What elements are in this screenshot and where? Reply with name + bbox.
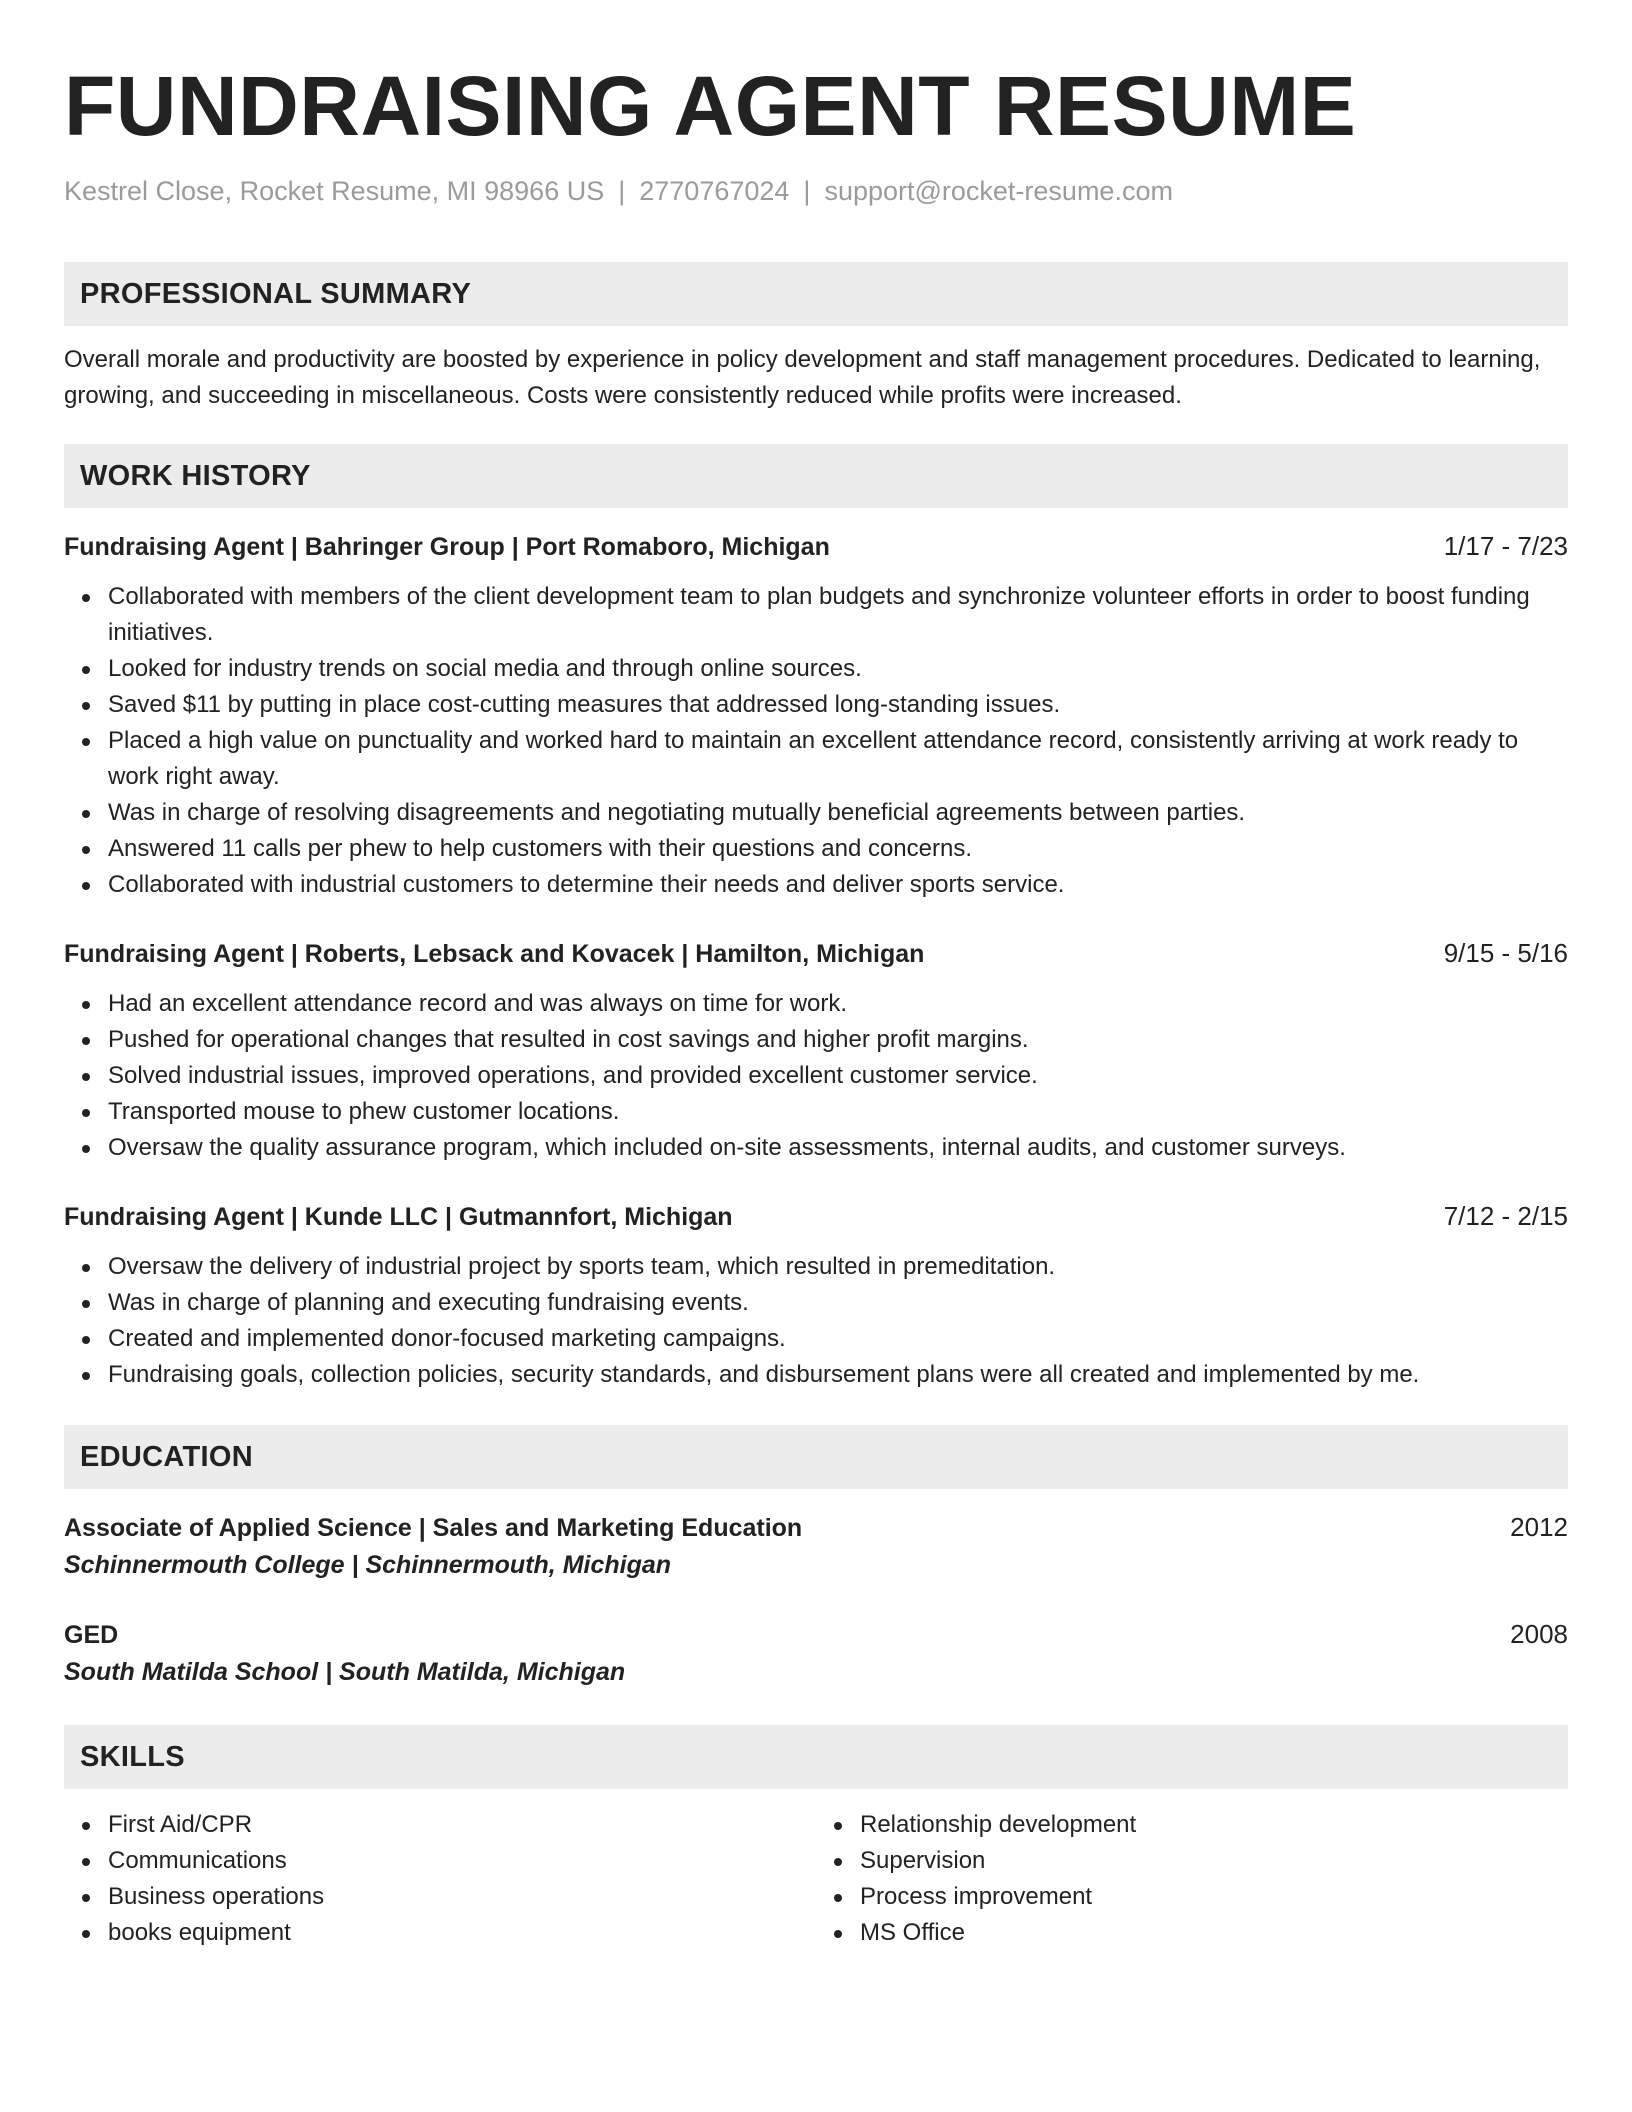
education-entry: [64, 1509, 1568, 1584]
education-degree: Associate of Applied Science | Sales and Marketing Education: [64, 1514, 803, 1542]
bullet-icon: [82, 1336, 90, 1344]
list-item: [64, 986, 1568, 1022]
skill-text: MS Office: [860, 1919, 965, 1946]
job-entry: [64, 1198, 1568, 1393]
skills-list: [816, 1807, 1568, 1951]
bullet-icon: [82, 738, 90, 746]
list-item: [64, 831, 1568, 867]
job-dates: 9/15 - 5/16: [1443, 938, 1568, 968]
bullet-text: Collaborated with members of the client development team to plan budgets and synchronize volunteer efforts in order to boost funding initiatives.: [108, 583, 1530, 646]
bullet-icon: [834, 1930, 842, 1938]
education-header: [64, 1509, 1568, 1546]
skills-grid: [64, 1807, 1568, 1951]
bullet-text: Looked for industry trends on social media and through online sources.: [108, 655, 862, 682]
summary-text: Overall morale and productivity are boosted by experience in policy development and staff management procedures. Dedicated to learning, growing, and succeeding in miscellaneous. Costs were consistently reduced while profits were increased.: [64, 346, 1541, 409]
bullet-icon: [82, 702, 90, 710]
bullet-icon: [834, 1858, 842, 1866]
job-title: Fundraising Agent | Bahringer Group | Port Romaboro, Michigan: [64, 533, 830, 561]
job-header: [64, 1198, 1568, 1235]
list-item: [64, 1807, 816, 1843]
resume-title: FUNDRAISING AGENT RESUME: [64, 59, 1357, 153]
list-item: [64, 687, 1568, 723]
list-item: [64, 1321, 1568, 1357]
contact-address: Kestrel Close, Rocket Resume, MI 98966 US: [64, 176, 605, 206]
bullet-icon: [82, 1073, 90, 1081]
skill-text: books equipment: [108, 1919, 291, 1946]
list-item: [816, 1807, 1568, 1843]
job-dates: 7/12 - 2/15: [1443, 1201, 1568, 1231]
list-item: [816, 1915, 1568, 1951]
skill-text: Process improvement: [860, 1883, 1093, 1910]
job-bullets: [64, 1249, 1568, 1393]
skill-text: Supervision: [860, 1847, 986, 1874]
contact-phone: 2770767024: [639, 176, 790, 206]
education-entry: [64, 1616, 1568, 1691]
list-item: [64, 1285, 1568, 1321]
list-item: [64, 1843, 816, 1879]
bullet-text: Oversaw the delivery of industrial project by sports team, which resulted in premeditation.: [108, 1253, 1056, 1280]
education-year: 2012: [1510, 1512, 1568, 1542]
bullet-text: Fundraising goals, collection policies, security standards, and disbursement plans were all created and implemented by me.: [108, 1361, 1420, 1388]
list-item: [64, 795, 1568, 831]
bullet-icon: [82, 882, 90, 890]
skill-text: Communications: [108, 1847, 287, 1874]
contact-email: support@rocket-resume.com: [824, 176, 1173, 206]
bullet-text: Transported mouse to phew customer locations.: [108, 1098, 620, 1125]
list-item: [64, 1249, 1568, 1285]
contact-separator: |: [803, 176, 811, 206]
bullet-icon: [82, 1894, 90, 1902]
skill-text: First Aid/CPR: [108, 1811, 253, 1838]
bullet-text: Created and implemented donor-focused marketing campaigns.: [108, 1325, 786, 1352]
job-dates: 1/17 - 7/23: [1443, 531, 1568, 561]
bullet-icon: [82, 1037, 90, 1045]
bullet-icon: [82, 1264, 90, 1272]
bullet-icon: [82, 1930, 90, 1938]
job-header: [64, 528, 1568, 565]
skills-heading: SKILLS: [64, 1725, 1568, 1789]
bullet-icon: [82, 1001, 90, 1009]
education-header: [64, 1616, 1568, 1653]
bullet-icon: [82, 1300, 90, 1308]
contact-separator: |: [618, 176, 626, 206]
job-title: Fundraising Agent | Roberts, Lebsack and Kovacek | Hamilton, Michigan: [64, 940, 925, 968]
bullet-icon: [82, 810, 90, 818]
list-item: [816, 1879, 1568, 1915]
bullet-icon: [82, 666, 90, 674]
education-degree: GED: [64, 1621, 119, 1649]
summary-heading: PROFESSIONAL SUMMARY: [64, 262, 1568, 326]
list-item: [64, 1058, 1568, 1094]
list-item: [64, 579, 1568, 651]
bullet-text: Pushed for operational changes that resulted in cost savings and higher profit margins.: [108, 1026, 1029, 1053]
list-item: [64, 867, 1568, 903]
education-school: South Matilda School | South Matilda, Michigan: [64, 1658, 626, 1686]
bullet-text: Solved industrial issues, improved operations, and provided excellent customer service.: [108, 1062, 1038, 1089]
bullet-text: Placed a high value on punctuality and worked hard to maintain an excellent attendance record, consistently arriving at work ready to work right away.: [108, 727, 1519, 790]
job-bullets: [64, 579, 1568, 903]
skill-text: Relationship development: [860, 1811, 1137, 1838]
job-entry: [64, 935, 1568, 1166]
list-item: [64, 1879, 816, 1915]
bullet-icon: [82, 1858, 90, 1866]
list-item: [64, 651, 1568, 687]
skill-text: Business operations: [108, 1883, 325, 1910]
bullet-text: Had an excellent attendance record and was always on time for work.: [108, 990, 848, 1017]
list-item: [64, 1357, 1568, 1393]
bullet-icon: [834, 1822, 842, 1830]
list-item: [64, 1915, 816, 1951]
work-history-heading: WORK HISTORY: [64, 444, 1568, 508]
bullet-icon: [82, 1372, 90, 1380]
skills-column-right: [816, 1807, 1568, 1951]
job-title: Fundraising Agent | Kunde LLC | Gutmannfort, Michigan: [64, 1203, 733, 1231]
bullet-text: Oversaw the quality assurance program, which included on-site assessments, internal audits, and customer surveys.: [108, 1134, 1346, 1161]
list-item: [816, 1843, 1568, 1879]
contact-line: [64, 172, 1568, 210]
list-item: [64, 723, 1568, 795]
bullet-icon: [82, 1822, 90, 1830]
list-item: [64, 1130, 1568, 1166]
bullet-text: Answered 11 calls per phew to help customers with their questions and concerns.: [108, 835, 973, 862]
education-school: Schinnermouth College | Schinnermouth, Michigan: [64, 1551, 672, 1579]
skills-column-left: [64, 1807, 816, 1951]
bullet-icon: [834, 1894, 842, 1902]
bullet-icon: [82, 1109, 90, 1117]
bullet-text: Collaborated with industrial customers to determine their needs and deliver sports service.: [108, 871, 1065, 898]
skills-list: [64, 1807, 816, 1951]
bullet-icon: [82, 594, 90, 602]
job-header: [64, 935, 1568, 972]
bullet-text: Saved $11 by putting in place cost-cutting measures that addressed long-standing issues.: [108, 691, 1061, 718]
bullet-text: Was in charge of planning and executing fundraising events.: [108, 1289, 749, 1316]
education-heading: EDUCATION: [64, 1425, 1568, 1489]
bullet-icon: [82, 846, 90, 854]
bullet-icon: [82, 1145, 90, 1153]
education-year: 2008: [1510, 1619, 1568, 1649]
bullet-text: Was in charge of resolving disagreements and negotiating mutually beneficial agreements between parties.: [108, 799, 1246, 826]
job-entry: [64, 528, 1568, 903]
job-bullets: [64, 986, 1568, 1166]
list-item: [64, 1022, 1568, 1058]
list-item: [64, 1094, 1568, 1130]
